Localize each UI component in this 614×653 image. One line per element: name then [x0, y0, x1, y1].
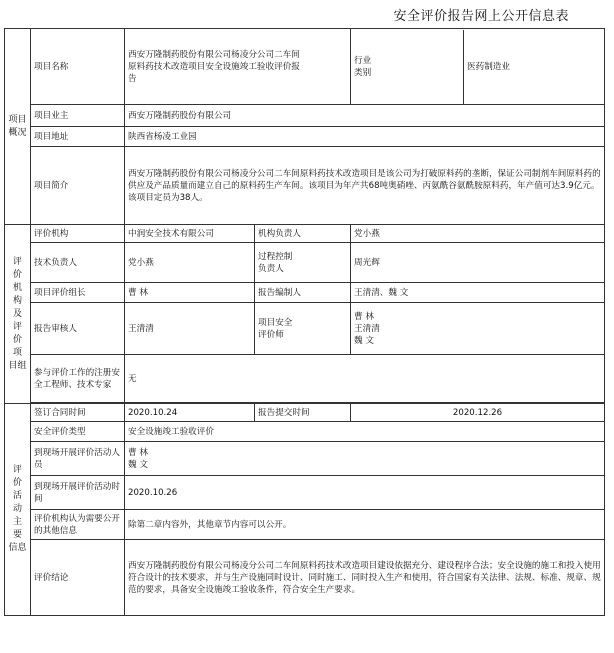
row-contract-date: [5, 404, 605, 422]
row-org: [5, 225, 605, 243]
industry-value: 医药制造业: [467, 61, 510, 72]
contract-date-value: 2020.10.24: [125, 404, 255, 422]
project-name-value: 西安万隆制药股份有限公司杨凌分公司二车间原料药技术改造项目安全设施竣工验收评价报告: [125, 29, 351, 105]
conclusion-label: 评价结论: [31, 540, 125, 616]
reviewer-value: 王清清: [125, 303, 255, 355]
row-type: [5, 422, 605, 442]
brief-value: 西安万隆制药股份有限公司杨凌分公司二车间原料药技术改造项目是该公司为打破原料药的垄断，保证公司制剂车间原料药的供应及产品质量而建立自己的原料药生产车间。该项目为年产共68吨奥硝唑、丙氨酰谷氨酰胺原料药，年产值可达3.9亿元。该项目定员为38人。: [125, 147, 605, 225]
org-value: 中润安全技术有限公司: [125, 225, 255, 243]
row-engineers: [5, 355, 605, 403]
submit-date-label: 报告提交时间: [255, 404, 351, 422]
row-project-name: [5, 29, 605, 105]
onsite-time-value: 2020.10.26: [125, 476, 605, 510]
page-title: 安全评价报告网上公开信息表: [393, 9, 569, 24]
assessor-label: 项目安全 评价师: [255, 303, 351, 355]
row-address: [5, 127, 605, 147]
confidential-value: 除第二章内容外，其他章节内容可以公开。: [125, 510, 605, 540]
onsite-time-label: 到现场开展评价活动时间: [31, 476, 125, 510]
address-label: 项目地址: [31, 127, 125, 147]
org-head-value: 党小燕: [351, 225, 605, 243]
owner-value: 西安万隆制药股份有限公司: [125, 105, 605, 127]
row-owner: [5, 105, 605, 127]
type-value: 安全设施竣工验收评价: [125, 422, 605, 442]
confidential-label: 评价机构认为需要公开的其他信息: [31, 510, 125, 540]
industry-cell: [351, 29, 605, 105]
tech-head-label: 技术负责人: [31, 243, 125, 283]
brief-label: 项目简介: [31, 147, 125, 225]
engineers-value: 无: [125, 355, 605, 403]
contract-date-label: 签订合同时间: [31, 404, 125, 422]
row-brief: [5, 147, 605, 225]
reviewer-label: 报告审核人: [31, 303, 125, 355]
team-lead-value: 曹 林: [125, 283, 255, 303]
row-conclusion: [5, 540, 605, 616]
assessor-value: 曹 林 王清清 魏 文: [351, 303, 605, 355]
engineers-label: 参与评价工作的注册安全工程师、技术专家: [31, 355, 125, 403]
conclusion-value: 西安万隆制药股份有限公司杨凌分公司二车间原料药技术改造项目建设依据充分、建设程序合法；安全设施的施工和投入使用符合设计的技术要求，并与生产设施同时设计、同时施工、同时投入生产和使用，符合国家有关法律、法规、标准、规章、规范的要求，具备安全设施竣工验收条件，符合安全生产要求。: [125, 540, 605, 616]
row-onsite-time: [5, 476, 605, 510]
row-onsite-people: [5, 442, 605, 476]
report-writer-value: 王清清、魏 文: [351, 283, 605, 303]
type-label: 安全评价类型: [31, 422, 125, 442]
org-label: 评价机构: [31, 225, 125, 243]
project-name-label: 项目名称: [31, 29, 125, 105]
team-lead-label: 项目评价组长: [31, 283, 125, 303]
section-activity-label: 评 价 活 动 主 要 信息: [5, 404, 31, 616]
owner-label: 项目业主: [31, 105, 125, 127]
row-team-lead: [5, 283, 605, 303]
process-head-label: 过程控制 负责人: [255, 243, 351, 283]
section-agency-label: 评 价 机 构 及 评 价 项 目组: [5, 225, 31, 404]
tech-head-value: 党小燕: [125, 243, 255, 283]
industry-label: 行业 类别: [351, 30, 464, 104]
onsite-people-value: 曹 林 魏 文: [125, 442, 605, 476]
onsite-people-label: 到现场开展评价活动人员: [31, 442, 125, 476]
row-tech-head: [5, 243, 605, 283]
row-reviewer: [5, 303, 605, 355]
address-value: 陕西省杨凌工业园: [125, 127, 605, 147]
section-overview-label: 项目 概况: [5, 29, 31, 225]
org-head-label: 机构负责人: [255, 225, 351, 243]
submit-date-value: 2020.12.26: [351, 404, 605, 422]
info-table: [4, 28, 605, 616]
row-confidential: [5, 510, 605, 540]
process-head-value: 周光辉: [351, 243, 605, 283]
report-writer-label: 报告编制人: [255, 283, 351, 303]
